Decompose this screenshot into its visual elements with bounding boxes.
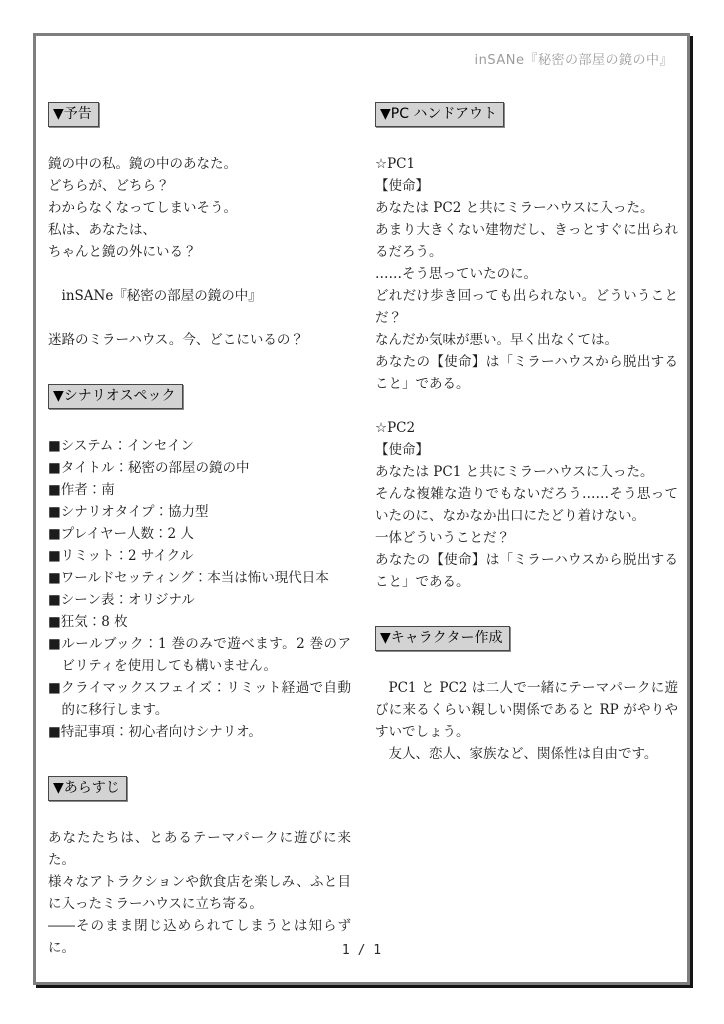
yokoku-line: どちらが、どちら？: [48, 178, 170, 194]
pc1-text: あなたの【使命】は「ミラーハウスから脱出すること」である。: [375, 354, 678, 392]
yokoku-line: 鏡の中の私。鏡の中のあなた。: [48, 156, 237, 172]
yokoku-closing-line: 迷路のミラーハウス。今、どこにいるの？: [48, 332, 304, 348]
pc2-text: あなたは PC1 と共にミラーハウスに入った。: [375, 464, 654, 480]
pc1-text: ……そう思っていたのに。: [375, 266, 537, 282]
section-heading-pc-handout: ▼PC ハンドアウト: [375, 102, 504, 127]
spec-item: ■タイトル：秘密の部屋の鏡の中: [48, 460, 250, 476]
pc2-mission-label: 【使命】: [375, 442, 429, 458]
spec-item: ■ワールドセッティング：本当は怖い現代日本: [48, 570, 329, 586]
pc2-handout: [375, 417, 678, 593]
yokoku-line: 私は、あなたは、: [48, 222, 156, 238]
two-column-layout: [48, 102, 678, 959]
doc-header-title: inSANe『秘密の部屋の鏡の中』: [474, 53, 673, 68]
spec-item: ■作者：南: [48, 482, 115, 498]
spec-item: ■シナリオタイプ：協力型: [48, 504, 209, 520]
spec-list: [48, 435, 351, 743]
section-pc-handout: [375, 102, 678, 593]
pc1-mission-label: 【使命】: [375, 178, 429, 194]
arasuji-line: 様々なアトラクションや飲食店を楽しみ、ふと目に入ったミラーハウスに立ち寄る。: [48, 874, 351, 912]
spec-item: ■ルールブック：1 巻のみで遊べます。2 巻のアビリティを使用しても構いません。: [48, 636, 351, 674]
pc1-handout: [375, 153, 678, 395]
character-creation-text: 友人、恋人、家族など、関係性は自由です。: [388, 746, 658, 762]
spec-item: ■システム：インセイン: [48, 438, 194, 454]
arasuji-line: ――そのまま閉じ込められてしまうとは知らずに。: [48, 918, 351, 956]
pc1-label: ☆PC1: [375, 156, 416, 172]
section-heading-yokoku: ▼予告: [48, 102, 99, 127]
section-heading-character-creation: ▼キャラクター作成: [375, 626, 510, 651]
spec-item: ■特記事項：初心者向けシナリオ。: [48, 724, 262, 740]
section-character-creation: [375, 626, 678, 765]
section-heading-spec: ▼シナリオスペック: [48, 384, 183, 409]
pc1-text: なんだか気味が悪い。早く出なくては。: [375, 332, 618, 348]
pc2-text: あなたの【使命】は「ミラーハウスから脱出すること」である。: [375, 552, 678, 590]
pc2-text: そんな複雑な造りでもないだろう……そう思っていたのに、なかなか出口にたどり着けない。: [375, 486, 678, 524]
right-column: [375, 102, 678, 959]
arasuji-line: あなたたちは、とあるテーマパークに遊びに来た。: [48, 830, 351, 868]
yokoku-scenario-title-line: inSANe『秘密の部屋の鏡の中』: [61, 288, 262, 304]
pc1-text: あなたは PC2 と共にミラーハウスに入った。: [375, 200, 654, 216]
pc1-text: どれだけ歩き回っても出られない。どういうことだ？: [375, 288, 678, 326]
spec-item: ■狂気：8 枚: [48, 614, 128, 630]
section-arasuji: [48, 776, 351, 959]
section-heading-arasuji: ▼あらすじ: [48, 776, 127, 801]
section-scenario-spec: [48, 384, 351, 743]
spec-item: ■リミット：2 サイクル: [48, 548, 194, 564]
spec-item: ■シーン表：オリジナル: [48, 592, 195, 608]
page-sheet: [33, 33, 690, 985]
spec-item: ■プレイヤー人数：2 人: [48, 526, 194, 542]
character-creation-text: PC1 と PC2 は二人で一緒にテーマパークに遊びに来るくらい親しい関係であると RP がやりやすいでしょう。: [375, 680, 678, 740]
pc1-text: あまり大きくない建物だし、きっとすぐに出られるだろう。: [375, 222, 678, 260]
pc2-label: ☆PC2: [375, 420, 416, 436]
yokoku-line: わからなくなってしまいそう。: [48, 200, 237, 216]
left-column: [48, 102, 351, 959]
yokoku-line: ちゃんと鏡の外にいる？: [48, 244, 197, 260]
pc2-text: 一体どういうことだ？: [375, 530, 510, 546]
section-yokoku: [48, 102, 351, 351]
page-number: 1 / 1: [341, 943, 382, 958]
spec-item: ■クライマックスフェイズ：リミット経過で自動的に移行します。: [48, 680, 351, 718]
